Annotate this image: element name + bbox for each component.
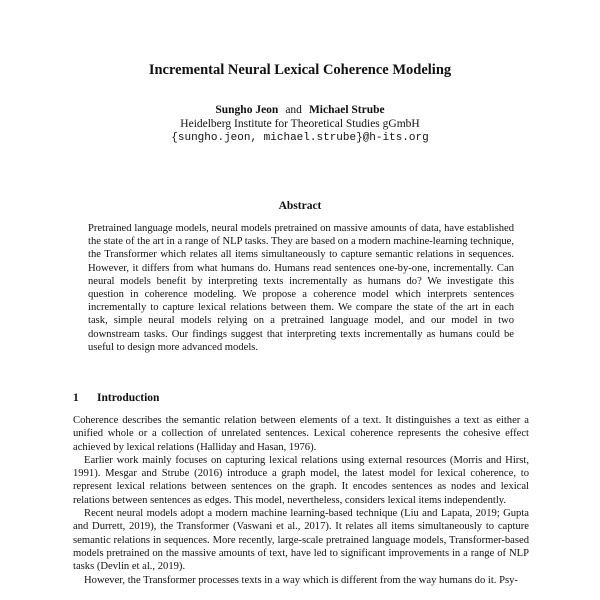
- author-block: [0, 103, 600, 145]
- intro-body: [73, 414, 529, 587]
- author-name: Sungho Jeon: [215, 104, 279, 116]
- abstract-heading: Abstract: [278, 200, 322, 212]
- paragraph: Coherence describes the semantic relation between elements of a text. It distinguishes a text as either a unified whole or a collection of unrelated sentences. Lexical coherence represents the cohesive effect achieved by lexical relations (Halliday and Hasan, 1976).: [73, 415, 529, 453]
- section-number: 1: [73, 392, 79, 404]
- abstract-text: Pretrained language models, neural models pretrained on massive amounts of data, have established the state of the art in a range of NLP tasks. They are based on a modern machine-learning technique, the Transformer which relates all items simultaneously to capture semantic relations in sequences. However, it differs from what humans do. Humans read sentences one-by-one, incrementally. Can neural models benefit by interpreting texts incrementally as humans do? We investigate this question in coherence modeling. We propose a coherence model which interprets sentences incrementally to capture lexical relations between them. We compare the state of the art in each task, simple neural models relying on a pretrained language model, and our model in two downstream tasks. Our findings suggest that interpreting texts incrementally as humans could be useful to design more advanced models.: [88, 223, 514, 353]
- affiliation: Heidelberg Institute for Theoretical Studies gGmbH: [180, 118, 420, 130]
- author-names: [0, 103, 600, 117]
- author-separator: and: [285, 104, 302, 116]
- paragraph: However, the Transformer processes texts in a way which is different from the way humans do it. Psy-: [84, 574, 518, 586]
- author-name: Michael Strube: [308, 104, 385, 116]
- paper-title: Incremental Neural Lexical Coherence Modeling: [148, 62, 452, 78]
- author-email: {sungho.jeon, michael.strube}@h-its.org: [171, 132, 429, 144]
- section-heading: [73, 392, 159, 404]
- section-title: Introduction: [97, 392, 160, 404]
- paragraph: Recent neural models adopt a modern machine learning-based technique (Liu and Lapata, 2019; Gupta and Durrett, 2019), the Transformer (Vaswani et al., 2017). It relates all items simultaneously to capture semantic relations in sequences. More recently, large-scale pretrained language models, Transformer-based models pretrained on the massive amounts of text, have led to significant improvements in a range of NLP tasks (Devlin et al., 2019).: [73, 508, 529, 573]
- paragraph: Earlier work mainly focuses on capturing lexical relations using external resources (Morris and Hirst, 1991). Mesgar and Strube (2016) introduce a graph model, the latest model for lexical coherence, to represent lexical relations between sentences on the graph. It encodes sentences as nodes and lexical relations between sentences as edges. This model, nevertheless, considers lexical items independently.: [73, 454, 529, 506]
